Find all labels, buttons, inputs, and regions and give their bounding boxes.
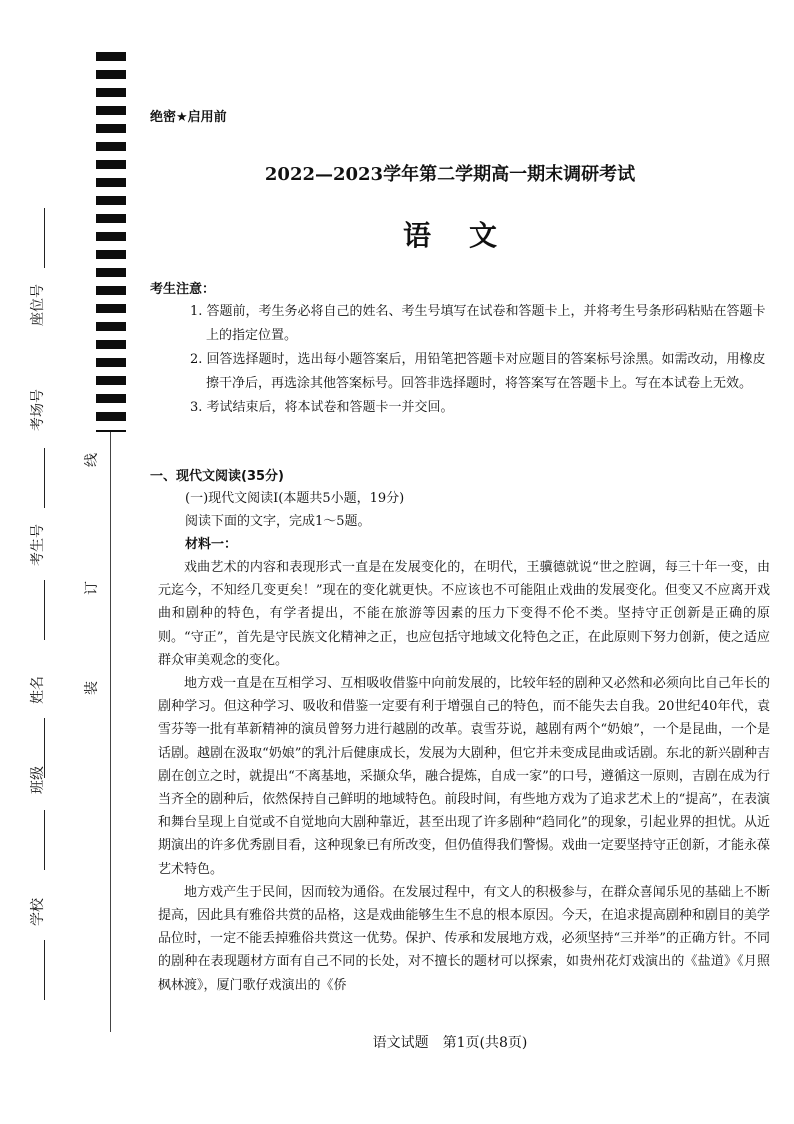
- subject-title: 语文: [402, 219, 535, 252]
- notice-list: [190, 300, 770, 420]
- binding-install-label: 装: [79, 681, 103, 695]
- exam-no-blank: [44, 580, 45, 640]
- name-label: 姓名: [30, 676, 46, 704]
- reading-instruction: 阅读下面的文字，完成1～5题。: [185, 514, 371, 529]
- exam-no-label: 考生号: [30, 524, 46, 566]
- school-label: 学校: [30, 898, 46, 926]
- seat-blank: [44, 208, 45, 268]
- school-blank: [44, 940, 45, 1000]
- confidential-mark: 绝密★启用前: [150, 110, 227, 125]
- notice-item: 1. 答题前，考生务必将自己的姓名、考生号填写在试卷和答题卡上，并将考生号条形码粘贴在答题卡上的指定位置。: [190, 304, 766, 343]
- passage-paragraph: 戏曲艺术的内容和表现形式一直是在发展变化的，在明代，王骥德就说“世之腔调，每三十年一变，由元迄今，不知经几变更矣！”现在的变化就更快。不应该也不可能阻止戏曲的发展变化。但变又不应离开戏曲和剧种的特色，有学者提出，不能在旅游等因素的压力下变得不伦不类。坚持守正创新是正确的原则。“守正”，首先是守民族文化精神之正，也应包括守地域文化特色之正，在此原则下努力创新，使之适应群众审美观念的变化。: [158, 560, 770, 668]
- material-label: 材料一：: [185, 537, 238, 552]
- class-label: 班级: [30, 766, 46, 794]
- sub-section-heading: (一)现代文阅读Ⅰ(本题共5小题，19分): [185, 491, 405, 506]
- binding-stripes: [96, 52, 126, 432]
- room-blank: [44, 448, 45, 508]
- section-heading: 一、现代文阅读(35分): [150, 469, 284, 484]
- binding-line: [110, 432, 111, 1032]
- notice-item: 2. 回答选择题时，选出每小题答案后，用铅笔把答题卡对应题目的答案标号涂黑。如需改动，用橡皮擦干净后，再选涂其他答案标号。回答非选择题时，将答案写在答题卡上。写在本试卷上无效。: [190, 352, 766, 391]
- binding-line-label: 线: [79, 453, 103, 467]
- seat-label: 座位号: [30, 284, 46, 326]
- page-footer: 语文试题 第1页(共8页): [372, 1035, 528, 1051]
- room-label: 考场号: [30, 389, 46, 431]
- passage-paragraph: 地方戏产生于民间，因而较为通俗。在发展过程中，有文人的积极参与，在群众喜闻乐见的基础上不断提高，因此具有雅俗共赏的品格，这是戏曲能够生生不息的根本原因。今天，在追求提高剧种和剧目的美学品位时，一定不能丢掉雅俗共赏这一优势。保护、传承和发展地方戏，必须坚持“三并举”的正确方针。不同的剧种在表现题材方面有自己不同的长处，对不擅长的题材可以探索，如贵州花灯戏演出的《盐道》《月照枫林渡》，厦门歌仔戏演出的《侨: [158, 884, 770, 993]
- binding-order-label: 订: [79, 581, 103, 595]
- reading-passage: [158, 556, 770, 997]
- class-blank: [44, 810, 45, 870]
- notice-heading: 考生注意：: [150, 282, 216, 297]
- passage-paragraph: 地方戏一直是在互相学习、互相吸收借鉴中向前发展的，比较年轻的剧种又必然和必须向比自己年长的剧种学习。但这种学习、吸收和借鉴一定要有利于增强自己的特色，而不能失去自我。20世纪40年代，袁雪芬等一批有革新精神的演员曾努力进行越剧的改革。袁雪芬说，越剧有两个“奶娘”，一个是昆曲，一个是话剧。越剧在汲取“奶娘”的乳汁后健康成长，发展为大剧种，但它并未变成昆曲或话剧。东北的新兴剧种吉剧在创立之时，就提出“不离基地，采撷众华，融合提炼，自成一家”的口号，遵循这一原则，吉剧在成为行当齐全的剧种后，依然保持自己鲜明的地域特色。前段时间，有些地方戏为了追求艺术上的“提高”，在表演和舞台呈现上自觉或不自觉地向大剧种靠近，甚至出现了许多剧种“趋同化”的现象，引起业界的担忧。从近期演出的许多优秀剧目看，这种现象已有所改变，但仍值得我们警惕。戏曲一定要坚持守正创新，才能永葆艺术特色。: [158, 676, 770, 877]
- exam-title: 2022—2023学年第二学期高一期末调研考试: [264, 164, 636, 185]
- notice-item: 3. 考试结束后，将本试卷和答题卡一并交回。: [190, 400, 454, 415]
